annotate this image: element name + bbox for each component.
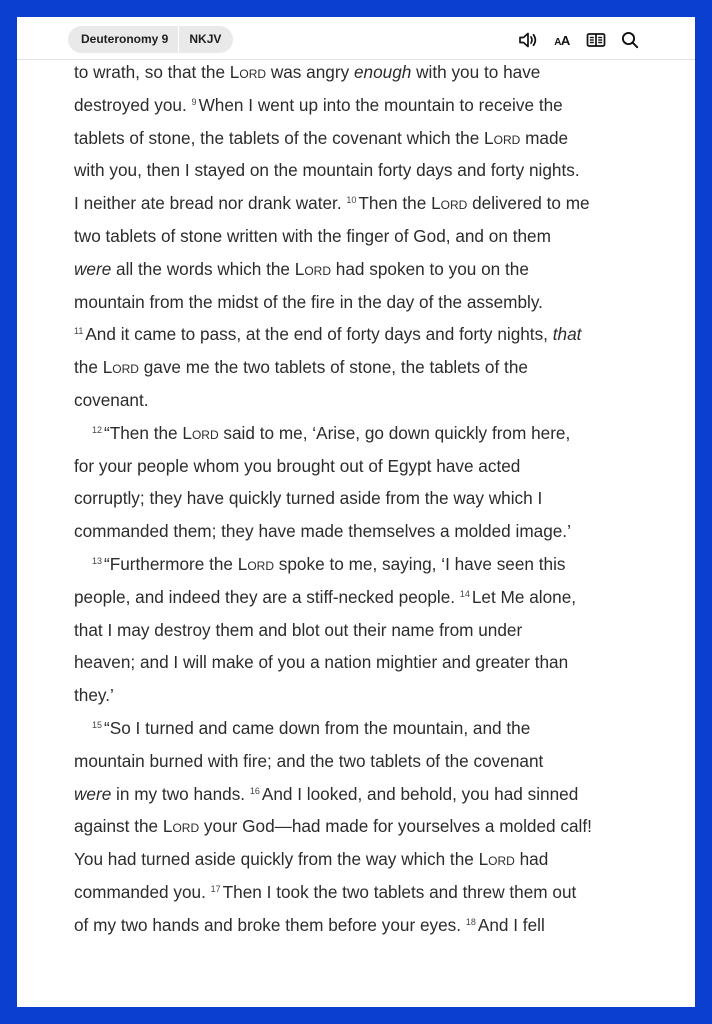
toolbar-actions: [518, 30, 640, 50]
verse-line: the Lord gave me the two tablets of stone, the tablets of the: [74, 357, 528, 378]
verse-line: to wrath, so that the Lord was angry enough with you to have: [74, 62, 541, 82]
verse-line: mountain from the midst of the fire in the day of the assembly.: [74, 291, 543, 312]
verse-line: commanded you. $^{17}$ Then I took the two tablets and threw them out: [74, 881, 577, 902]
verse-line: were in my two hands. $^{16}$ And I looked, and behold, you had sinned: [74, 783, 579, 804]
text-size-label: AA: [554, 32, 570, 48]
verse-line: $^{12}$ “Then the Lord said to me, ‘Arise, go down quickly from here,: [92, 422, 571, 443]
verse-line: $^{11}$ And it came to pass, at the end of forty days and forty nights, that: [74, 324, 582, 345]
verse-line: people, and indeed they are a stiff-necked people. $^{14}$ Let Me alone,: [74, 586, 577, 607]
parallel-book-icon[interactable]: [586, 30, 606, 50]
verse-line: $^{15}$ “So I turned and came down from the mountain, and the: [92, 717, 531, 738]
verse-line: were all the words which the Lord had spoken to you on the: [74, 258, 529, 279]
verse-line: $^{13}$ “Furthermore the Lord spoke to me, saying, ‘I have seen this: [92, 553, 566, 574]
verse-number[interactable]: 12: [92, 424, 103, 435]
verse-line: for your people whom you brought out of Egypt have acted: [74, 455, 521, 476]
verse-number[interactable]: 14: [459, 588, 470, 599]
search-icon[interactable]: [620, 30, 640, 50]
verse-line: You had turned aside quickly from the way which the Lord had: [74, 849, 549, 870]
verse-line: of my two hands and broke them before your eyes. $^{18}$ And I fell: [74, 914, 545, 935]
verse-number[interactable]: 18: [465, 916, 476, 927]
verse-line: against the Lord your God—had made for yourselves a molded calf!: [74, 816, 592, 837]
verse-line: tablets of stone, the tablets of the covenant which the Lord made: [74, 127, 569, 148]
verse-line: commanded them; they have made themselves a molded image.’: [74, 521, 571, 542]
verse-line: that I may destroy them and blot out their name from under: [74, 619, 523, 640]
verse-line: with you, then I stayed on the mountain forty days and forty nights.: [74, 160, 580, 181]
verse-number[interactable]: 10: [346, 195, 357, 206]
verse-line: they.’: [74, 685, 114, 706]
verse-line: two tablets of stone written with the finger of God, and on them: [74, 225, 551, 246]
version-button[interactable]: NKJV: [178, 26, 233, 53]
verse-number[interactable]: 9: [191, 96, 197, 107]
reader-window: [17, 17, 695, 1007]
verse-number[interactable]: 16: [249, 785, 260, 796]
verse-line: I neither ate bread nor drank water. $^{10}$ Then the Lord delivered to me: [74, 193, 590, 214]
verse-line: destroyed you. $^9$ When I went up into the mountain to receive the: [74, 94, 563, 115]
verse-line: mountain burned with fire; and the two tablets of the covenant: [74, 750, 544, 771]
verse-number[interactable]: 15: [92, 719, 103, 730]
book-chapter-button[interactable]: Deuteronomy 9: [81, 32, 169, 46]
verse-number[interactable]: 17: [210, 883, 221, 894]
reader-toolbar: [17, 17, 695, 60]
verse-number[interactable]: 13: [92, 555, 103, 566]
verse-line: corruptly; they have quickly turned aside from the way which I: [74, 488, 543, 509]
verse-line: covenant.: [74, 389, 149, 410]
verse-line: heaven; and I will make of you a nation mightier and greater than: [74, 652, 569, 673]
text-size-icon[interactable]: [552, 30, 572, 50]
speaker-icon[interactable]: [518, 30, 538, 50]
reference-selector: [68, 26, 233, 53]
scripture-text: [74, 56, 654, 942]
verse-number[interactable]: 11: [74, 326, 84, 337]
